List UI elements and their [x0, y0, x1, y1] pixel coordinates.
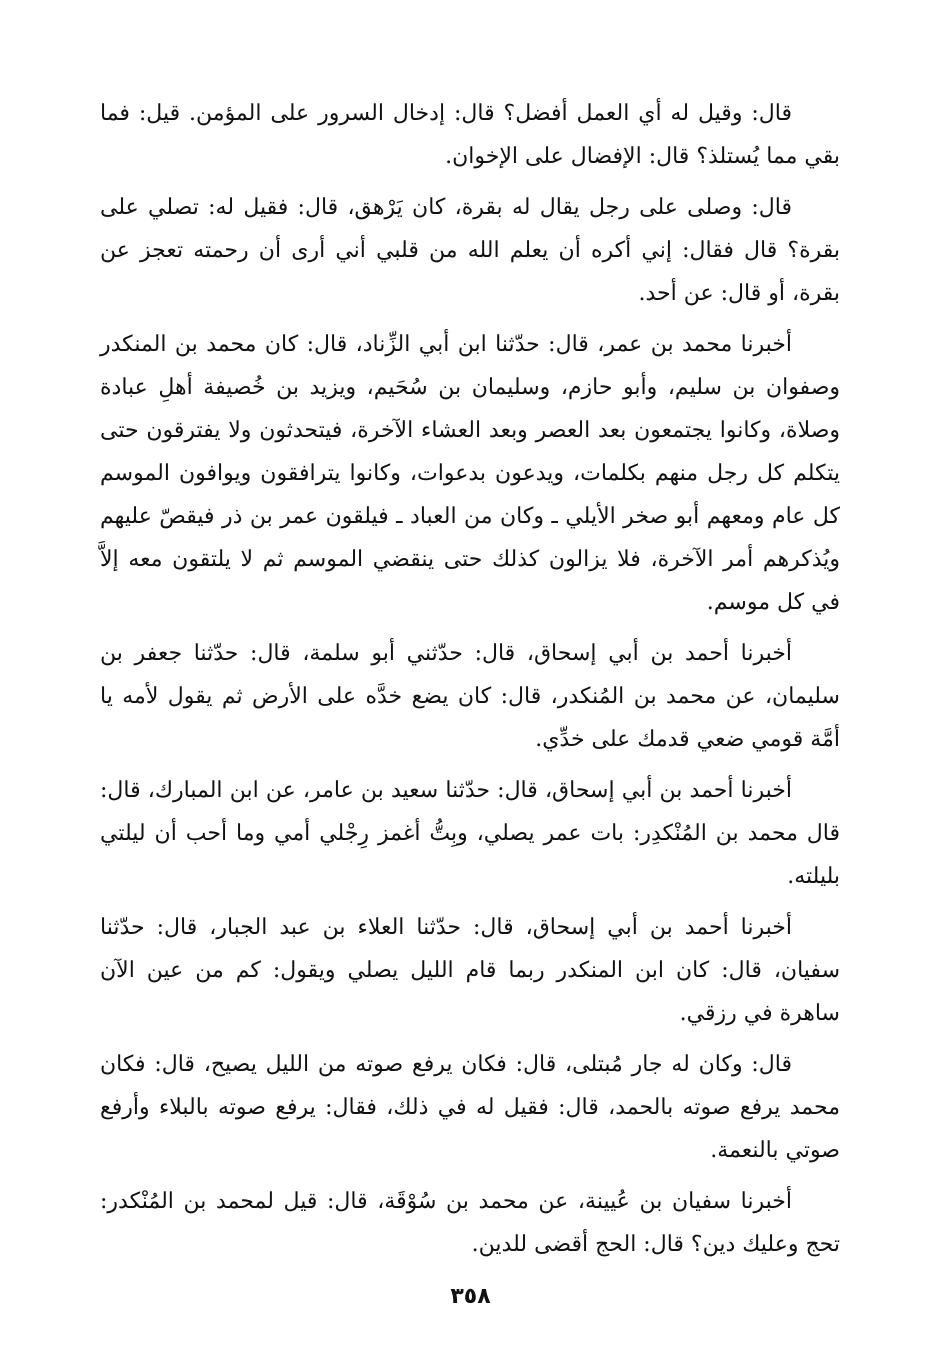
paragraph: أخبرنا أحمد بن أبي إسحاق، قال: حدّثني أبو سلمة، قال: حدّثنا جعفر بن سليمان، عن محمد بن المُنكدر، قال: كان يضع خدَّه على الأرض ثم يقول لأمه يا أمَّة قومي ضعي قدمك على خدِّي. — [100, 641, 840, 752]
page-text — [100, 92, 840, 1274]
paragraph: قال: وكان له جار مُبتلى، قال: فكان يرفع صوته من الليل يصيح، قال: فكان محمد يرفع صوته بالحمد، قال: فقيل له في ذلك، فقال: يرفع صوته بالبلاء وأرفع صوتي بالنعمة. — [100, 1052, 840, 1163]
page-number: ٣٥٨ — [450, 1284, 491, 1309]
paragraph: قال: وقيل له أي العمل أفضل؟ قال: إدخال السرور على المؤمن. قيل: فما بقي مما يُستلذ؟ قال: الإفضال على الإخوان. — [100, 101, 840, 169]
paragraph: أخبرنا محمد بن عمر، قال: حدّثنا ابن أبي الزِّناد، قال: كان محمد بن المنكدر وصفوان بن سليم، وأبو حازم، وسليمان بن سُحَيم، ويزيد بن خُصيفة أهلِ عبادة وصلاة، وكانوا يجتمعون بعد العصر وبعد العشاء الآخرة، فيتحدثون ولا يفترقون حتى يتكلم كل رجل منهم بكلمات، ويدعون بدعوات، وكانوا يترافقون ويوافون الموسم كل عام ومعهم أبو صخر الأيلي ـ وكان من العباد ـ فيلقون عمر بن ذر فيقصّ عليهم ويُذكرهم أمر الآخرة، فلا يزالون كذلك حتى ينقضي الموسم ثم لا يلتقون معه إلاَّ في كل موسم. — [100, 332, 840, 615]
paragraph: قال: وصلى على رجل يقال له بقرة، كان يَرْهق، قال: فقيل له: تصلي على بقرة؟ قال فقال: إني أكره أن يعلم الله من قلبي أني أرى أن رحمته تعجز عن بقرة، أو قال: عن أحد. — [100, 195, 840, 306]
paragraph: أخبرنا سفيان بن عُيينة، عن محمد بن سُوْقَة، قال: قيل لمحمد بن المُنْكدر: تحج وعليك دين؟ قال: الحج أقضى للدين. — [100, 1189, 840, 1257]
paragraph: أخبرنا أحمد بن أبي إسحاق، قال: حدّثنا سعيد بن عامر، عن ابن المبارك، قال: قال محمد بن المُنْكدِر: بات عمر يصلي، وبِتُّ أغمز رِجْلي أمي وما أحب أن ليلتي بليلته. — [100, 778, 840, 889]
paragraph: أخبرنا أحمد بن أبي إسحاق، قال: حدّثنا العلاء بن عبد الجبار، قال: حدّثنا سفيان، قال: كان ابن المنكدر ربما قام الليل يصلي ويقول: كم من عين الآن ساهرة في رزقي. — [100, 915, 840, 1026]
